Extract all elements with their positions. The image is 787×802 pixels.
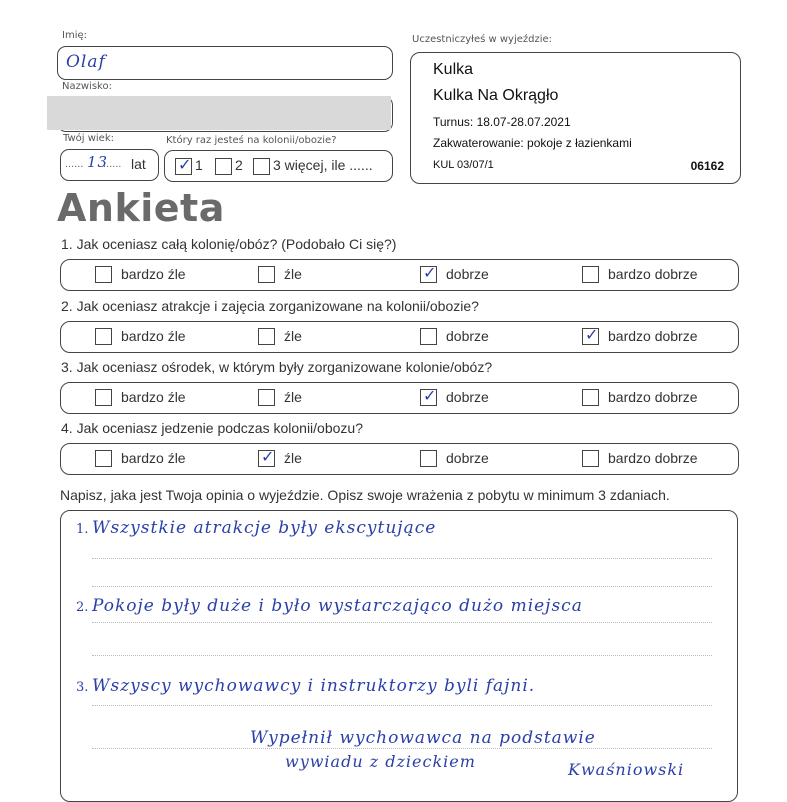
option-checkbox[interactable] <box>95 328 112 345</box>
option-label: źle <box>284 266 302 282</box>
opinion-line-3: Wszyscy wychowawcy i instruktorzy byli fajni. <box>92 676 536 696</box>
question-3-text <box>61 359 492 375</box>
option-checkbox[interactable] <box>95 450 112 467</box>
option-label: bardzo dobrze <box>608 328 698 344</box>
question-4-text <box>61 420 363 436</box>
option-checkbox[interactable] <box>420 450 437 467</box>
trip-code-left: KUL 03/07/1 <box>433 159 494 171</box>
question-3-options <box>60 382 739 414</box>
dotted-line <box>92 655 712 656</box>
age-field[interactable] <box>60 149 159 181</box>
option-checkbox[interactable] <box>420 389 437 406</box>
option-label: dobrze <box>446 328 489 344</box>
question-1-options <box>60 259 739 291</box>
opinion-line-number-2: 2. <box>76 600 89 615</box>
option-checkbox[interactable] <box>95 266 112 283</box>
option-label: bardzo dobrze <box>608 389 698 405</box>
first-name-value: Olaf <box>66 52 106 72</box>
age-dots-after: ...... <box>103 158 122 170</box>
question-number: 3. <box>61 359 73 375</box>
option-label: źle <box>284 328 302 344</box>
first-name-field[interactable] <box>57 46 393 80</box>
trip-card <box>410 52 741 184</box>
option-label: dobrze <box>446 389 489 405</box>
option-checkbox[interactable] <box>420 266 437 283</box>
dotted-line <box>92 748 712 749</box>
opinion-line-1: Wszystkie atrakcje były ekscytujące <box>92 518 437 538</box>
trip-name-2: Kulka Na Okrągło <box>433 87 559 104</box>
question-label: Jak oceniasz ośrodek, w którym były zorganizowane kolonie/obóz? <box>76 359 493 375</box>
visit-option-3: 3 więcej, ile ...... <box>273 157 373 173</box>
option-checkbox[interactable] <box>582 266 599 283</box>
age-dots-before: ...... <box>65 158 84 170</box>
trip-turnus: Turnus: 18.07-28.07.2021 <box>433 115 571 129</box>
option-label: bardzo źle <box>121 450 186 466</box>
visit-checkbox-1[interactable] <box>175 158 192 175</box>
option-checkbox[interactable] <box>582 450 599 467</box>
option-checkbox[interactable] <box>258 450 275 467</box>
dotted-line <box>92 622 712 623</box>
visit-option-2: 2 <box>235 157 243 173</box>
option-checkbox[interactable] <box>258 266 275 283</box>
option-checkbox[interactable] <box>258 328 275 345</box>
age-value: 13 <box>87 153 109 171</box>
visit-field <box>164 150 393 182</box>
question-1-text <box>61 236 396 252</box>
question-label: Jak oceniasz całą kolonię/obóz? (Podobało Ci się?) <box>76 236 397 252</box>
option-label: bardzo dobrze <box>608 266 698 282</box>
note-line-1: Wypełnił wychowawca na podstawie <box>250 728 596 748</box>
question-number: 1. <box>61 236 73 252</box>
age-label: Twój wiek: <box>63 133 114 144</box>
option-checkbox[interactable] <box>582 328 599 345</box>
question-2-text <box>61 298 479 314</box>
dotted-line <box>92 705 712 706</box>
option-label: dobrze <box>446 266 489 282</box>
first-name-label: Imię: <box>62 30 87 41</box>
question-label: Jak oceniasz jedzenie podczas kolonii/obozu? <box>76 420 363 436</box>
option-label: źle <box>284 389 302 405</box>
age-unit: lat <box>131 156 146 172</box>
trip-name-1: Kulka <box>433 61 474 78</box>
redaction-block <box>47 96 391 130</box>
dotted-line <box>92 558 712 559</box>
opinion-line-number-1: 1. <box>76 522 89 537</box>
option-checkbox[interactable] <box>258 389 275 406</box>
option-label: bardzo dobrze <box>608 450 698 466</box>
dotted-line <box>92 586 712 587</box>
option-label: bardzo źle <box>121 389 186 405</box>
opinion-line-2: Pokoje były duże i było wystarczająco dużo miejsca <box>92 596 583 616</box>
trip-accommodation: Zakwaterowanie: pokoje z łazienkami <box>433 136 632 150</box>
question-4-options <box>60 443 739 475</box>
visit-label: Który raz jesteś na kolonii/obozie? <box>166 135 337 146</box>
last-name-label: Nazwisko: <box>62 81 112 92</box>
option-label: źle <box>284 450 302 466</box>
question-number: 2. <box>61 298 73 314</box>
page-title: Ankieta <box>57 186 225 230</box>
option-label: dobrze <box>446 450 489 466</box>
option-checkbox[interactable] <box>420 328 437 345</box>
trip-code-right: 06162 <box>690 159 724 173</box>
option-checkbox[interactable] <box>582 389 599 406</box>
opinion-line-number-3: 3. <box>76 680 89 695</box>
participant-label: Uczestniczyłeś w wyjeździe: <box>412 34 553 45</box>
option-label: bardzo źle <box>121 328 186 344</box>
question-label: Jak oceniasz atrakcje i zajęcia zorganizowane na kolonii/obozie? <box>76 298 479 314</box>
question-number: 4. <box>61 420 73 436</box>
visit-checkbox-3[interactable] <box>253 158 270 175</box>
visit-checkbox-2[interactable] <box>215 158 232 175</box>
visit-option-1: 1 <box>195 157 203 173</box>
option-label: bardzo źle <box>121 266 186 282</box>
option-checkbox[interactable] <box>95 389 112 406</box>
note-line-2: wywiadu z dzieckiem <box>285 752 476 771</box>
opinion-prompt: Napisz, jaka jest Twoja opinia o wyjeździe. Opisz swoje wrażenia z pobytu w minimum 3 zdaniach. <box>60 487 670 503</box>
question-2-options <box>60 321 739 353</box>
signature: Kwaśniowski <box>568 760 685 779</box>
